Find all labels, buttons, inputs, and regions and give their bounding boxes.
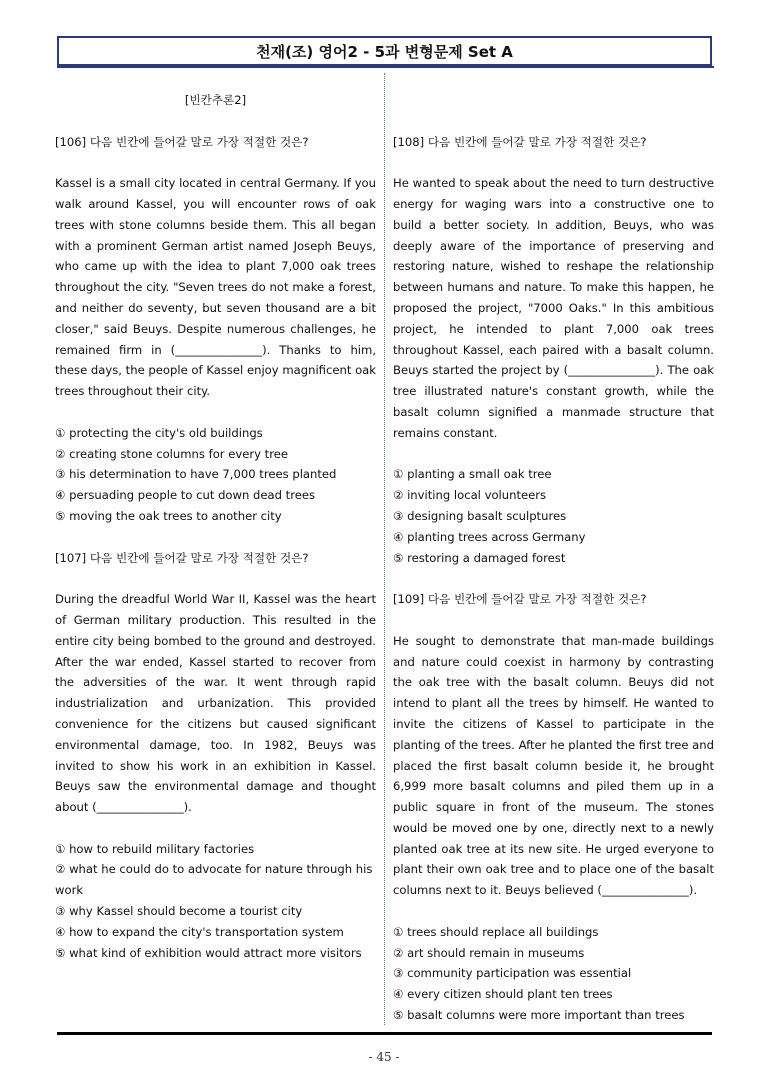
option-1: ① how to rebuild military factories [55,841,255,856]
option-1: ① planting a small oak tree [393,467,552,482]
column-divider [384,73,385,1025]
passage: He sought to demonstrate that man-made buildings and nature could coexist in harmony by contrasting the oak tree with the basalt column. Beuys did not intend to plant all the trees by himself. He wanted to invite the citizens of Kassel to participate in the planting of the trees. After he planted the first tree and placed the first basalt column beside it, he brought 6,999 more basalt columns and piled them up in a public square in front of the museum. The stones would be moved one by one, directly next to a newly planted oak tree at its new site. He urged everyone to plant their own oak tree and to place one of the basalt columns next to it. Beuys believed (_______________). [393,633,714,898]
option-list [393,464,714,568]
option-4: ④ how to expand the city's transportation system [55,924,344,939]
section-tag: [빈칸추론2] [184,93,247,107]
right-column [393,132,714,1047]
option-3: ③ community participation was essential [393,966,632,981]
option-2: ② art should remain in museums [393,945,585,960]
option-list [393,922,714,1026]
option-3: ③ designing basalt sculptures [393,508,567,523]
option-list [55,423,376,527]
question-107 [55,548,376,964]
option-3: ③ why Kassel should become a tourist city [55,904,303,919]
option-1: ① trees should replace all buildings [393,924,599,939]
option-2: ② what he could do to advocate for nature through his work [55,862,373,898]
passage: Kassel is a small city located in central Germany. If you walk around Kassel, you will encounter rows of oak trees with stone columns beside them. This all began with a prominent German artist named Joseph Beuys, who came up with the idea to plant 7,000 oak trees throughout the city. "Seven trees do not make a forest, and neither do seventy, but seven thousand are a bit closer," said Beuys. Despite numerous challenges, he remained firm in (_______________). Thanks to him, these days, the people of Kassel enjoy magnificent oak trees throughout their city. [55,176,376,399]
question-head: [108] 다음 빈칸에 들어갈 말로 가장 적절한 것은? [393,134,647,149]
option-5: ⑤ restoring a damaged forest [393,550,566,565]
question-head: [107] 다음 빈칸에 들어갈 말로 가장 적절한 것은? [55,550,309,565]
question-108 [393,132,714,569]
question-109 [393,589,714,1026]
passage: During the dreadful World War II, Kassel was the heart of German military production. This resulted in the entire city being bombed to the ground and destroyed. After the war ended, Kassel started to recover from the adversities of the war. It went through rapid industrialization and urbanization. This provided convenience for the citizens but caused significant environmental damage, too. In 1982, Beuys was invited to show his work in an exhibition in Kassel. Beuys saw the environmental damage and thought about (_______________). [55,592,376,815]
passage: He wanted to speak about the need to turn destructive energy for waging wars into a constructive one to build a better society. In addition, Beuys, who was deeply aware of the importance of preserving and restoring nature, wished to reshape the relationship between humans and nature. To make this happen, he proposed the project, "7000 Oaks." In this ambitious project, he intended to plant 7,000 oak trees throughout Kassel, each paired with a basalt column. Beuys started the project by (_______________). The oak tree illustrated nature's constant growth, while the basalt column signified a manmade structure that remains constant. [393,176,714,440]
header-underline [57,66,714,68]
option-2: ② inviting local volunteers [393,488,547,503]
option-2: ② creating stone columns for every tree [55,446,289,461]
option-1: ① protecting the city's old buildings [55,425,263,440]
page-header [57,36,712,66]
page-number: - 45 - [368,1050,400,1064]
option-3: ③ his determination to have 7,000 trees planted [55,467,337,482]
option-4: ④ persuading people to cut down dead trees [55,488,316,503]
option-4: ④ planting trees across Germany [393,529,586,544]
question-head: [106] 다음 빈칸에 들어갈 말로 가장 적절한 것은? [55,134,309,149]
footer-rule [57,1032,712,1035]
option-5: ⑤ basalt columns were more important than trees [393,1008,685,1023]
option-5: ⑤ what kind of exhibition would attract more visitors [55,945,362,960]
option-5: ⑤ moving the oak trees to another city [55,508,282,523]
left-column [55,90,376,984]
page-title: 천재(조) 영어2 - 5과 변형문제 Set A [256,42,513,61]
question-head: [109] 다음 빈칸에 들어갈 말로 가장 적절한 것은? [393,592,647,607]
option-4: ④ every citizen should plant ten trees [393,987,613,1002]
question-106 [55,132,376,527]
option-list [55,839,376,964]
